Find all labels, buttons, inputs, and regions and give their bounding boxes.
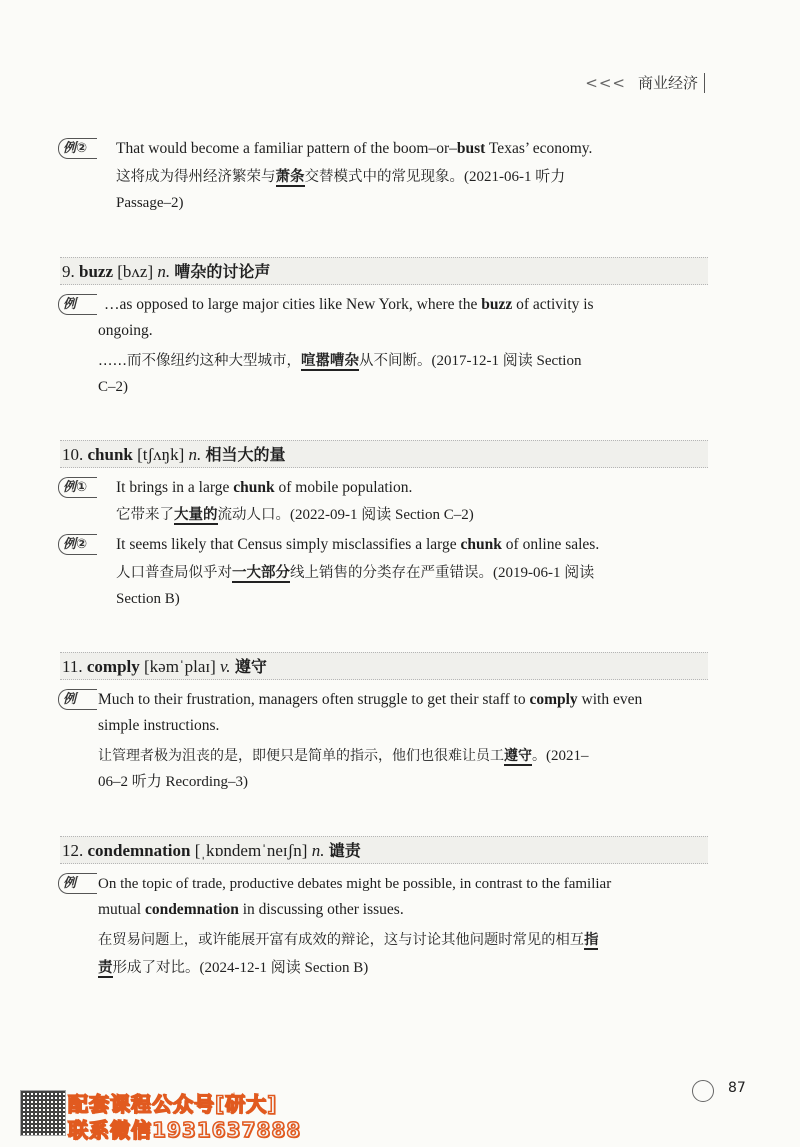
example-english-cont: mutual condemnation in discussing other issues.: [98, 901, 404, 918]
example-source: 06–2 听力 Recording–3): [98, 774, 248, 790]
example-chinese: 人口普查局似乎对一大部分线上销售的分类存在严重错误。(2019-06-1 阅读: [116, 565, 595, 581]
example-label: 例: [58, 294, 97, 315]
entry-title-condemnation: 12. condemnation [ˌkɒndemˈneɪʃn] n. 谴责: [60, 836, 708, 864]
watermark-line-2: 联系微信1931637888: [68, 1118, 302, 1142]
example-english: On the topic of trade, productive debates might be possible, in contrast to the familiar: [98, 876, 612, 892]
example-label: 例②: [58, 534, 97, 555]
page-number: 87: [728, 1080, 746, 1096]
header-arrows: <<<: [585, 73, 626, 92]
example-chinese: 这将成为得州经济繁荣与萧条交替模式中的常见现象。(2021-06-1 听力: [116, 169, 566, 185]
example-english: It brings in a large chunk of mobile population.: [116, 479, 413, 496]
example-chinese: ……而不像纽约这种大型城市，喧嚣嘈杂从不间断。(2017-12-1 阅读 Section: [98, 353, 582, 369]
entry-title-chunk: 10. chunk [tʃʌŋk] n. 相当大的量: [60, 440, 708, 468]
entry-title-comply: 11. comply [kəmˈplaɪ] v. 遵守: [60, 652, 708, 680]
example-label: 例①: [58, 477, 97, 498]
entry-title-buzz: 9. buzz [bʌz] n. 嘈杂的讨论声: [60, 257, 708, 285]
example-chinese: 让管理者极为沮丧的是，即便只是简单的指示，他们也很难让员工遵守。(2021–: [98, 748, 589, 764]
example-english: Much to their frustration, managers often struggle to get their staff to comply with even: [98, 691, 643, 708]
page-number-circle-icon: [692, 1080, 714, 1102]
example-chinese: 它带来了大量的流动人口。(2022-09-1 阅读 Section C–2): [116, 507, 474, 523]
chapter-title: 商业经济: [637, 74, 698, 92]
example-chinese-cont: 责形成了对比。(2024-12-1 阅读 Section B): [98, 960, 369, 976]
example-source: Section B): [116, 591, 180, 607]
example-label: 例②: [58, 138, 97, 159]
example-source: C–2): [98, 379, 128, 395]
example-english-cont: ongoing.: [98, 322, 153, 339]
example-label: 例: [58, 689, 97, 710]
example-english: …as opposed to large major cities like New York, where the buzz of activity is: [104, 296, 594, 313]
qr-code-icon: [20, 1090, 66, 1136]
example-english-cont: simple instructions.: [98, 717, 220, 734]
example-chinese: 在贸易问题上，或许能展开富有成效的辩论，这与讨论其他问题时常见的相互指: [98, 932, 599, 948]
watermark-line-1: 配套课程公众号[研大]: [68, 1092, 278, 1116]
running-header: [585, 72, 705, 93]
example-label: 例: [58, 873, 97, 894]
example-source: Passage–2): [116, 195, 184, 211]
example-english: That would become a familiar pattern of the boom–or–bust Texas’ economy.: [116, 140, 593, 157]
header-divider: [704, 73, 705, 93]
example-english: It seems likely that Census simply misclassifies a large chunk of online sales.: [116, 536, 600, 553]
